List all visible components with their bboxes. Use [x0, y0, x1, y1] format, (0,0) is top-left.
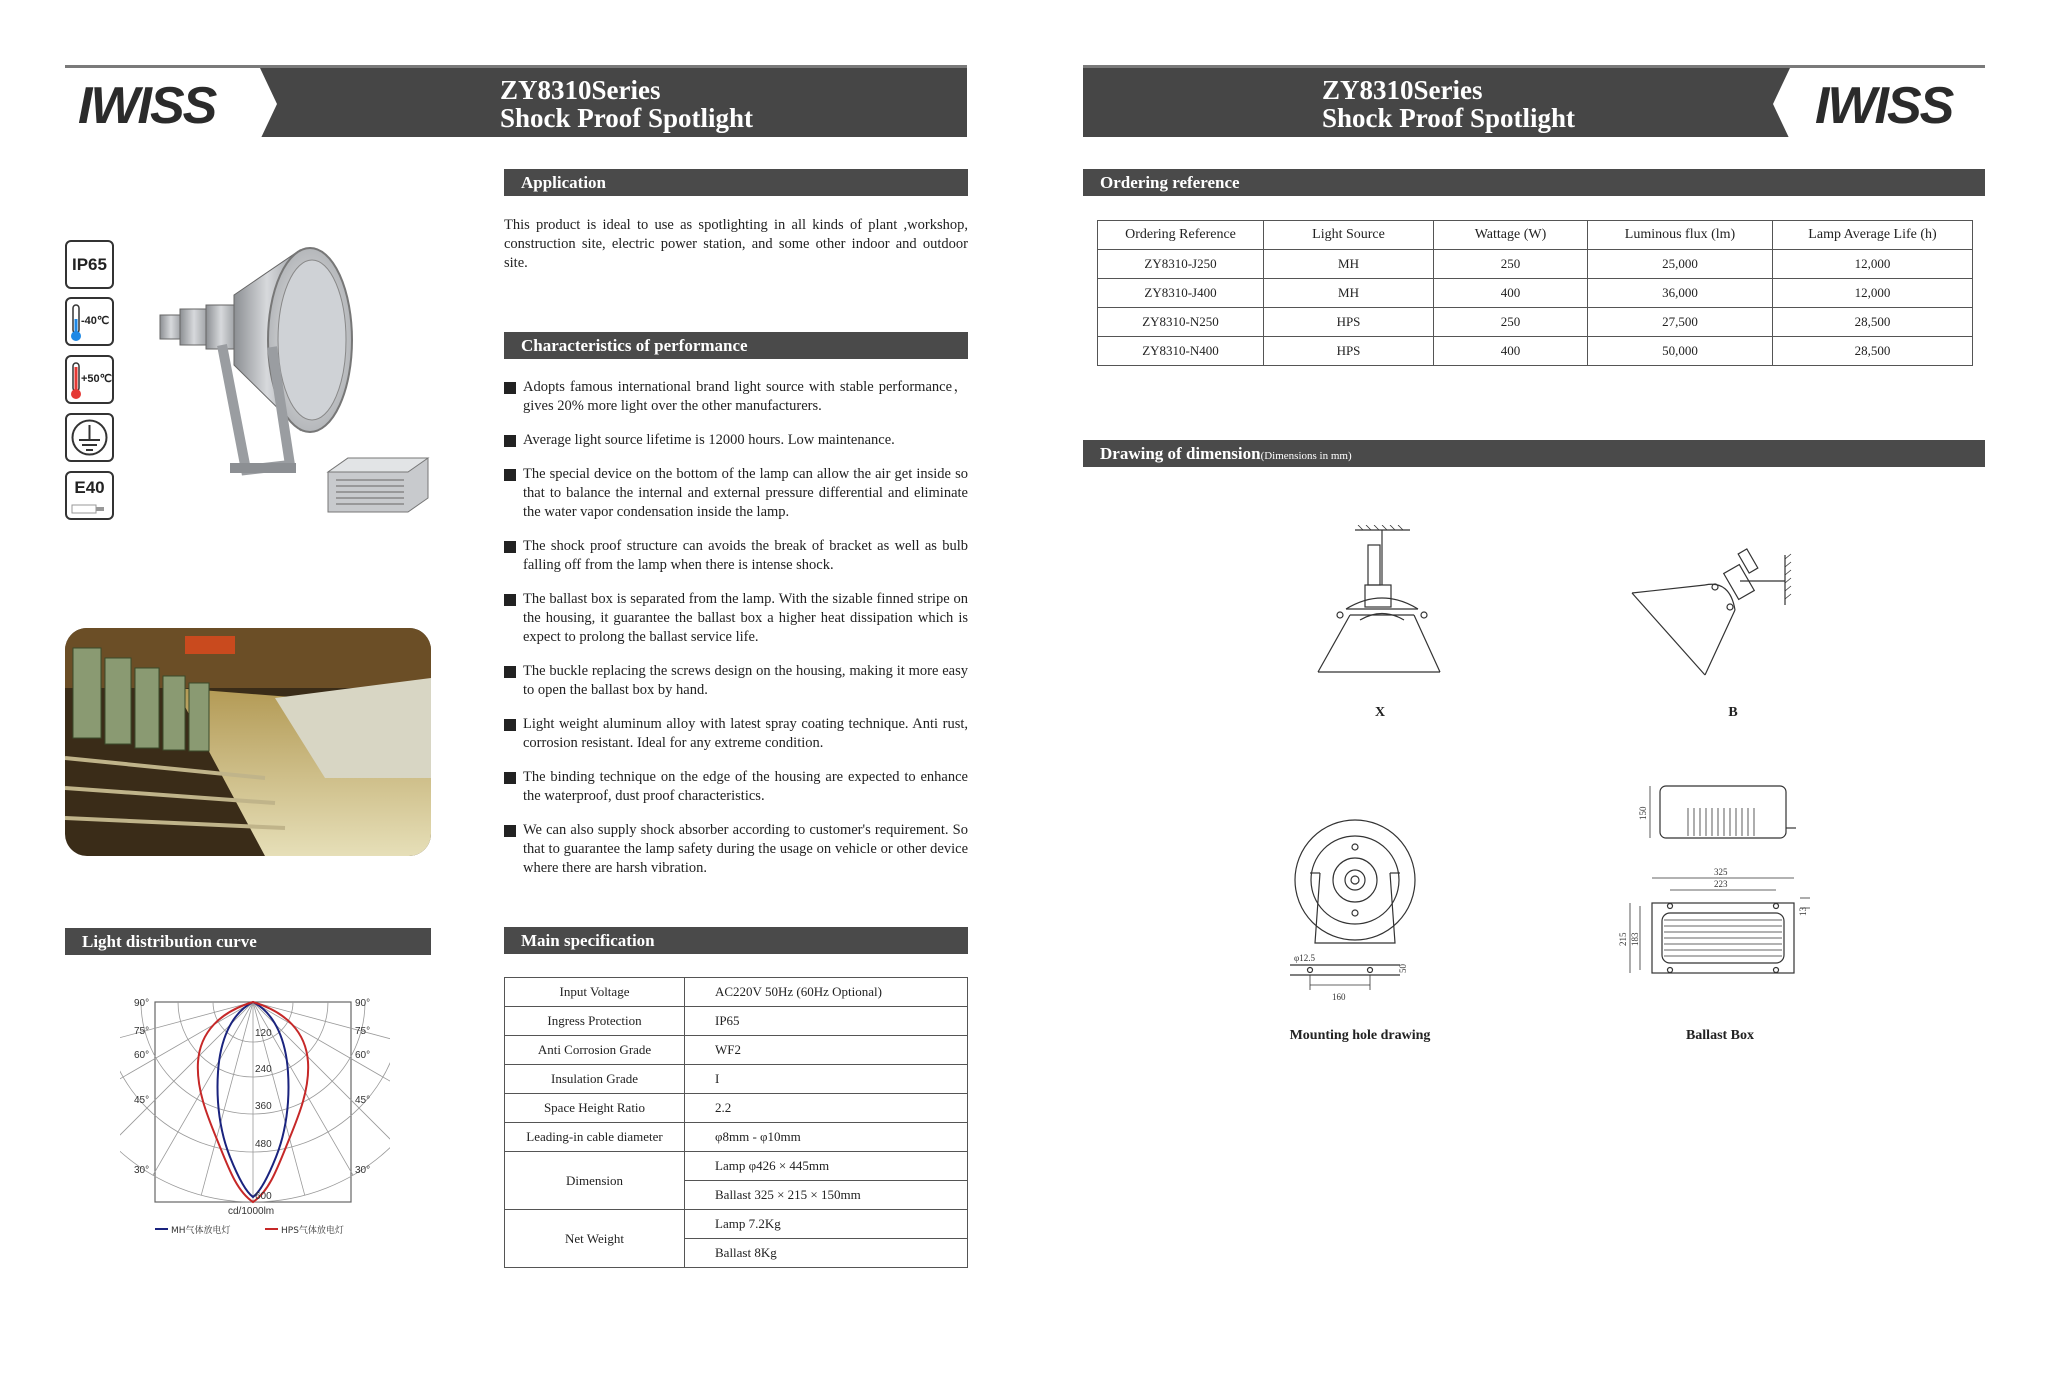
table-row: ZY8310-J250 MH 250 25,000 12,000	[1098, 250, 1973, 279]
table-row: Insulation Grade I	[505, 1065, 968, 1094]
main-spec-title: Main specification	[504, 927, 968, 954]
angle-label-75-right: 75°	[355, 1026, 371, 1037]
table-row: ZY8310-N250 HPS 250 27,500 28,500	[1098, 308, 1973, 337]
drawing-b	[1630, 545, 1795, 680]
left-header-series: ZY8310Series	[500, 75, 661, 105]
drawing-x-label: X	[1374, 705, 1386, 720]
mounting-hole-label: Mounting hole drawing	[1289, 1028, 1431, 1043]
angle-label-60-left: 60°	[134, 1050, 150, 1061]
radial-label-240: 240	[255, 1064, 272, 1075]
dim-ballast-183: 183	[1630, 932, 1640, 946]
dim-hole-spacing: 160	[1332, 992, 1346, 1002]
angle-label-45-right: 45°	[355, 1095, 371, 1106]
brand-logo-right: IWISS	[1815, 77, 1953, 135]
low-temperature-icon: -40℃	[65, 297, 114, 346]
ordering-title: Ordering reference	[1083, 169, 1985, 196]
characteristic-item: Light weight aluminum alloy with latest spray coating technique. Anti rust, corrosion resistant. Ideal for any extreme condition.	[504, 715, 968, 753]
ballast-box-image	[318, 452, 438, 520]
table-row: Ballast 325 × 215 × 150mm	[505, 1181, 968, 1210]
angle-label-45-left: 45°	[134, 1095, 150, 1106]
high-temperature-icon: +50℃	[65, 355, 114, 404]
characteristic-item: We can also supply shock absorber according to customer's requirement. So that to guarantee the lamp safety during the usage on vehicle or other device where there are harsh vibration.	[504, 821, 968, 878]
ordering-table	[1097, 220, 1973, 366]
right-header-product: Shock Proof Spotlight	[1322, 103, 1576, 133]
angle-label-30-left: 30°	[134, 1165, 150, 1176]
angle-label-90-left: 90°	[134, 998, 150, 1009]
table-row: ZY8310-J400 MH 400 36,000 12,000	[1098, 279, 1973, 308]
angle-label-30-right: 30°	[355, 1165, 371, 1176]
angle-label-60-right: 60°	[355, 1050, 371, 1061]
table-row: Input Voltage AC220V 50Hz (60Hz Optional)	[505, 978, 968, 1007]
radial-label-360: 360	[255, 1101, 272, 1112]
table-row: Net Weight Lamp 7.2Kg	[505, 1210, 968, 1239]
factory-photo	[65, 628, 431, 856]
dim-ballast-325: 325	[1714, 867, 1728, 877]
brand-logo-left: IWISS	[78, 77, 216, 135]
drawing-x	[1310, 525, 1450, 680]
table-row: Leading-in cable diameter φ8mm - φ10mm	[505, 1123, 968, 1152]
curve-unit-label: cd/1000lm	[228, 1206, 275, 1217]
light-curve-title: Light distribution curve	[65, 928, 431, 955]
characteristic-item: The special device on the bottom of the lamp can allow the air get inside so that to balance the internal and external pressure differential and eliminate the water vapor condensation inside the lamp.	[504, 465, 968, 522]
characteristic-item: The binding technique on the edge of the housing are expected to enhance the waterproof, dust proof characteristics.	[504, 768, 968, 806]
radial-label-600: 600	[255, 1191, 272, 1202]
characteristic-item: Adopts famous international brand light source with stable performance，gives 20% more light over the other manufacturers.	[504, 378, 968, 416]
table-row: Anti Corrosion Grade WF2	[505, 1036, 968, 1065]
table-row: Ballast 8Kg	[505, 1239, 968, 1268]
right-header-series: ZY8310Series	[1322, 75, 1483, 105]
dim-ballast-223: 223	[1714, 879, 1728, 889]
ballast-box-label: Ballast Box	[1685, 1028, 1755, 1043]
ground-icon	[65, 413, 114, 462]
legend-mh: MH气体放电灯	[171, 1226, 231, 1236]
table-row: Space Height Ratio 2.2	[505, 1094, 968, 1123]
light-distribution-chart	[120, 992, 390, 1247]
dim-ballast-13: 13	[1798, 907, 1808, 916]
e40-socket-icon: E40	[65, 471, 114, 520]
left-header-product: Shock Proof Spotlight	[500, 103, 754, 133]
angle-label-90-right: 90°	[355, 998, 371, 1009]
application-text: This product is ideal to use as spotlighting in all kinds of plant ,workshop, construction site, electric power station, and some other indoor and outdoor site.	[504, 217, 968, 271]
dim-ballast-150: 150	[1638, 806, 1648, 820]
legend-hps: HPS气体放电灯	[281, 1226, 344, 1236]
application-title: Application	[504, 169, 968, 196]
dim-ballast-215: 215	[1618, 932, 1628, 946]
characteristic-item: The ballast box is separated from the lamp. With the sizable finned stripe on the housing, it guarantee the ballast box a higher heat dissipation which is expect to prolong the ballast service life.	[504, 590, 968, 647]
ballast-box-drawing	[1610, 778, 1820, 998]
characteristic-item: Average light source lifetime is 12000 hours. Low maintenance.	[504, 431, 968, 450]
ip65-icon: IP65	[65, 240, 114, 289]
dim-hole-diameter: φ12.5	[1294, 953, 1315, 963]
table-header-row: Ordering Reference Light Source Wattage (W) Luminous flux (lm) Lamp Average Life (h)	[1098, 221, 1973, 250]
characteristic-item: The shock proof structure can avoids the break of bracket as well as bulb falling off from the lamp when there is intense shock.	[504, 537, 968, 575]
radial-label-120: 120	[255, 1028, 272, 1039]
characteristics-title: Characteristics of performance	[504, 332, 968, 359]
dim-hole-50: 50	[1398, 964, 1408, 973]
main-spec-table	[504, 977, 968, 1268]
characteristic-item: The buckle replacing the screws design on the housing, making it more easy to open the ballast box by hand.	[504, 662, 968, 700]
table-row: Ingress Protection IP65	[505, 1007, 968, 1036]
table-row: ZY8310-N400 HPS 400 50,000 28,500	[1098, 337, 1973, 366]
dimension-title: Drawing of dimension(Dimensions in mm)	[1083, 440, 1985, 467]
drawing-b-label: B	[1728, 705, 1738, 720]
mounting-hole-drawing	[1280, 815, 1420, 1005]
table-row: Dimension Lamp φ426 × 445mm	[505, 1152, 968, 1181]
angle-label-75-left: 75°	[134, 1026, 150, 1037]
radial-label-480: 480	[255, 1139, 272, 1150]
